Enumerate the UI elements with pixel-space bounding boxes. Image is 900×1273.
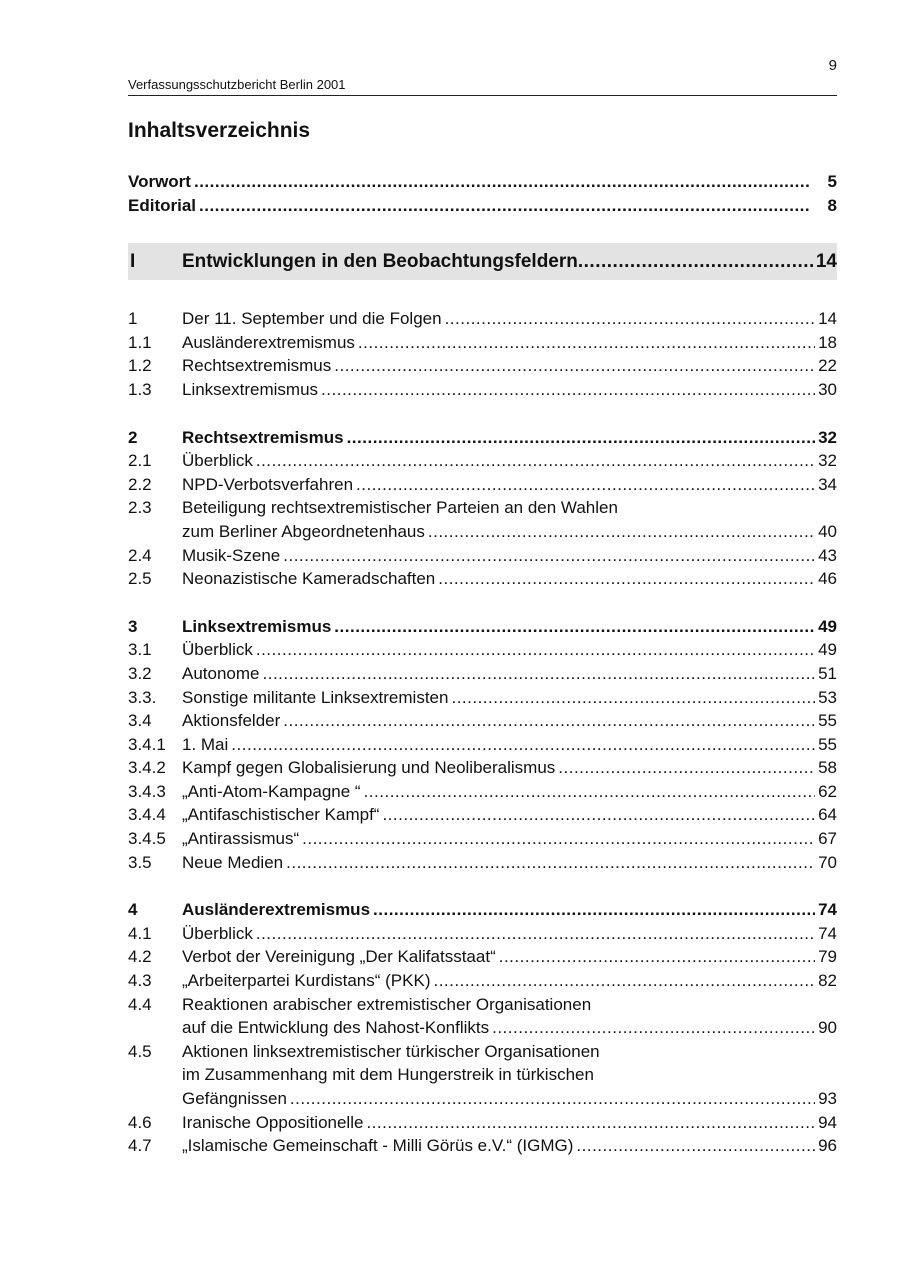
toc-entry-page: 51 <box>818 663 837 683</box>
dot-leader <box>263 662 816 686</box>
toc-entry-title: Ausländerextremismus <box>182 900 371 920</box>
toc-entry-title: Autonome <box>182 663 260 683</box>
toc-entry-title: Verbot der Vereinigung „Der Kalifatsstaat“ <box>182 947 496 967</box>
toc-entry-number: 3.4 <box>128 711 152 731</box>
part-number: I <box>130 250 136 272</box>
toc-entry-page: 82 <box>818 971 837 991</box>
dot-leader <box>382 803 815 827</box>
section-spacer <box>128 402 837 426</box>
toc-entry-title: Linksextremismus <box>182 616 332 636</box>
toc-entry[interactable] <box>128 496 837 543</box>
toc-entry-page: 62 <box>818 781 837 801</box>
dot-leader <box>451 686 815 710</box>
toc-title: Inhaltsverzeichnis <box>128 119 311 142</box>
toc-entry[interactable] <box>128 851 837 875</box>
toc-entry-number: 3.4.2 <box>128 758 166 778</box>
dot-leader <box>194 170 811 194</box>
toc-entry[interactable] <box>128 922 837 946</box>
dot-leader <box>334 615 815 639</box>
dot-leader <box>302 827 815 851</box>
toc-entry-editorial[interactable] <box>128 194 837 218</box>
toc-entry[interactable] <box>128 993 837 1040</box>
toc-entry-page: 67 <box>818 829 837 849</box>
toc-entry-page: 94 <box>818 1112 837 1132</box>
dot-leader <box>286 851 815 875</box>
toc-entry[interactable] <box>128 1134 837 1158</box>
toc-entry-title: „Antifaschistischer Kampf“ <box>182 805 380 825</box>
toc-chapter-entry[interactable] <box>128 426 837 450</box>
toc-entry-number: 3.5 <box>128 852 152 872</box>
toc-entry-number: 4 <box>128 900 138 920</box>
part-title: Entwicklungen in den Beobachtungsfeldern <box>182 250 578 272</box>
table-of-contents <box>128 170 837 1158</box>
toc-entry-number: 2.5 <box>128 569 152 589</box>
toc-entry-page: 40 <box>818 521 837 541</box>
toc-entry-page: 49 <box>818 640 837 660</box>
toc-entry-title: Rechtsextremismus <box>182 427 344 447</box>
toc-entry-title: „Arbeiterpartei Kurdistans“ (PKK) <box>182 971 431 991</box>
toc-entry[interactable] <box>128 733 837 757</box>
toc-entry-title: „Islamische Gemeinschaft - Milli Görüs e.V.“ (IGMG) <box>182 1136 574 1156</box>
toc-entry[interactable] <box>128 969 837 993</box>
running-header: Verfassungsschutzbericht Berlin 2001 <box>128 76 837 96</box>
toc-entry[interactable] <box>128 686 837 710</box>
toc-entry-title: Vorwort <box>128 172 191 191</box>
toc-entry-title: Neue Medien <box>182 852 284 872</box>
toc-entry-title: Überblick <box>182 451 253 471</box>
toc-entry[interactable] <box>128 378 837 402</box>
toc-entry-number: 3.4.3 <box>128 781 166 801</box>
toc-entry[interactable] <box>128 449 837 473</box>
toc-entry-number: 1 <box>128 309 138 329</box>
toc-entry[interactable] <box>128 945 837 969</box>
dot-leader <box>428 520 815 544</box>
dot-leader <box>578 251 814 273</box>
toc-entry-title: Kampf gegen Globalisierung und Neoliberalismus <box>182 758 556 778</box>
dot-leader <box>356 473 815 497</box>
toc-entry-page: 5 <box>827 172 837 191</box>
toc-entry-number: 3.3. <box>128 687 157 707</box>
dot-leader <box>445 307 816 331</box>
toc-entry-number: 4.7 <box>128 1136 152 1156</box>
dot-leader <box>283 544 815 568</box>
dot-leader <box>290 1087 815 1111</box>
toc-entry-number: 2 <box>128 427 138 447</box>
toc-entry-number: 2.3 <box>128 498 152 518</box>
dot-leader <box>492 1016 815 1040</box>
toc-part-heading[interactable] <box>128 243 837 280</box>
dot-leader <box>256 449 815 473</box>
toc-entry-number: 2.2 <box>128 474 152 494</box>
toc-entry-page: 14 <box>818 309 837 329</box>
toc-entry-page: 53 <box>818 687 837 707</box>
toc-entry-number: 4.3 <box>128 971 152 991</box>
toc-entry-page: 74 <box>818 923 837 943</box>
dot-leader <box>433 969 815 993</box>
toc-entry-number: 3.4.4 <box>128 805 166 825</box>
toc-entry[interactable] <box>128 803 837 827</box>
toc-entry-page: 18 <box>818 332 837 352</box>
dot-leader <box>321 378 815 402</box>
toc-entry-page: 49 <box>818 616 837 636</box>
toc-entry-page: 58 <box>818 758 837 778</box>
dot-leader <box>373 898 815 922</box>
toc-entry-title: Neonazistische Kameradschaften <box>182 569 436 589</box>
dot-leader <box>358 331 815 355</box>
toc-entry-number: 3.1 <box>128 640 152 660</box>
toc-entry-number: 4.1 <box>128 923 152 943</box>
toc-entry-title: Linksextremismus <box>182 379 319 399</box>
toc-entry-page: 34 <box>818 474 837 494</box>
toc-chapter-entry[interactable] <box>128 615 837 639</box>
toc-entry-title: Gefängnissen <box>182 1089 287 1108</box>
toc-entry-title: Musik-Szene <box>182 545 281 565</box>
toc-entry[interactable] <box>128 780 837 804</box>
toc-entry[interactable] <box>128 1040 837 1111</box>
toc-entry-number: 3.2 <box>128 663 152 683</box>
dot-leader <box>231 733 815 757</box>
toc-entry-title: auf die Entwicklung des Nahost-Konflikts <box>182 1018 490 1038</box>
toc-entry-number: 4.4 <box>128 994 152 1014</box>
toc-entry-number: 4.5 <box>128 1041 152 1061</box>
toc-entry[interactable] <box>128 307 837 331</box>
dot-leader <box>558 756 815 780</box>
page-number: 9 <box>828 57 837 74</box>
toc-entry-title: Editorial <box>128 195 197 215</box>
toc-entry-title: Der 11. September und die Folgen <box>182 309 442 329</box>
toc-entry[interactable] <box>128 756 837 780</box>
dot-leader <box>438 567 815 591</box>
toc-chapter-entry[interactable] <box>128 898 837 922</box>
toc-entry-vorwort[interactable] <box>128 170 837 194</box>
toc-entry-number: 4.6 <box>128 1112 152 1132</box>
toc-entry-number: 3 <box>128 616 138 636</box>
toc-entry[interactable] <box>128 331 837 355</box>
toc-entry[interactable] <box>128 709 837 733</box>
toc-entry-page: 22 <box>818 356 837 376</box>
toc-entry-title: Rechtsextremismus <box>182 356 332 376</box>
toc-entry-page: 8 <box>827 195 837 215</box>
toc-entry-page: 32 <box>818 427 837 447</box>
toc-entry-number: 4.2 <box>128 947 152 967</box>
toc-entry-page: 70 <box>818 852 837 872</box>
toc-entry[interactable] <box>128 1111 837 1135</box>
toc-entry-title: Iranische Oppositionelle <box>182 1112 364 1132</box>
dot-leader <box>364 780 816 804</box>
toc-entry[interactable] <box>128 473 837 497</box>
toc-entry-number: 2.1 <box>128 451 152 471</box>
toc-entry-title: Aktionsfelder <box>182 711 281 731</box>
toc-entry-page: 46 <box>818 569 837 589</box>
dot-leader <box>499 945 815 969</box>
toc-entry-title-line: Reaktionen arabischer extremistischer Organisationen <box>182 994 592 1014</box>
toc-entry-page: 96 <box>818 1136 837 1156</box>
toc-entry[interactable] <box>128 354 837 378</box>
toc-entry-title: Sonstige militante Linksextremisten <box>182 687 449 707</box>
toc-entry-number: 3.4.1 <box>128 734 166 754</box>
toc-entry-title: NPD-Verbotsverfahren <box>182 474 354 494</box>
toc-entry[interactable] <box>128 827 837 851</box>
dot-leader <box>347 426 816 450</box>
toc-entry-page: 55 <box>818 711 837 731</box>
toc-entry-number: 1.1 <box>128 332 152 352</box>
dot-leader <box>576 1134 815 1158</box>
toc-entry-page: 74 <box>818 900 837 920</box>
toc-entry[interactable] <box>128 638 837 662</box>
dot-leader <box>366 1111 815 1135</box>
section-spacer <box>128 591 837 615</box>
toc-entry-number: 1.3 <box>128 379 152 399</box>
section-spacer <box>128 874 837 898</box>
dot-leader <box>199 194 811 218</box>
toc-entry-title: 1. Mai <box>182 734 229 754</box>
toc-entry-title-line: im Zusammenhang mit dem Hungerstreik in türkischen <box>182 1065 594 1085</box>
toc-entry-title-line: Aktionen linksextremistischer türkischer Organisationen <box>182 1041 600 1061</box>
toc-entry-page: 32 <box>818 451 837 471</box>
toc-entry-title: zum Berliner Abgeordnetenhaus <box>182 521 425 541</box>
toc-entry-number: 1.2 <box>128 356 152 376</box>
toc-entry-page: 55 <box>818 734 837 754</box>
toc-entry[interactable] <box>128 567 837 591</box>
part-page: 14 <box>815 250 837 272</box>
toc-entry-page: 93 <box>818 1089 837 1108</box>
toc-entry-number: 3.4.5 <box>128 829 166 849</box>
toc-entry-title: Überblick <box>182 923 253 943</box>
toc-entry-title: Ausländerextremismus <box>182 332 355 352</box>
dot-leader <box>334 354 815 378</box>
toc-entry[interactable] <box>128 544 837 568</box>
dot-leader <box>256 638 815 662</box>
dot-leader <box>283 709 815 733</box>
toc-entry-number: 2.4 <box>128 545 152 565</box>
toc-entry-page: 30 <box>818 379 837 399</box>
toc-entry-page: 79 <box>818 947 837 967</box>
toc-sections <box>128 307 837 1158</box>
toc-entry-page: 90 <box>818 1018 837 1038</box>
toc-entry-title: Überblick <box>182 640 253 660</box>
toc-entry-title-line: Beteiligung rechtsextremistischer Parteien an den Wahlen <box>182 498 618 518</box>
toc-entry-page: 64 <box>818 805 837 825</box>
toc-entry-title: „Anti-Atom-Kampagne “ <box>182 781 361 801</box>
toc-entry-title: „Antirassismus“ <box>182 829 300 849</box>
toc-entry-page: 43 <box>818 545 837 565</box>
dot-leader <box>256 922 815 946</box>
toc-entry[interactable] <box>128 662 837 686</box>
